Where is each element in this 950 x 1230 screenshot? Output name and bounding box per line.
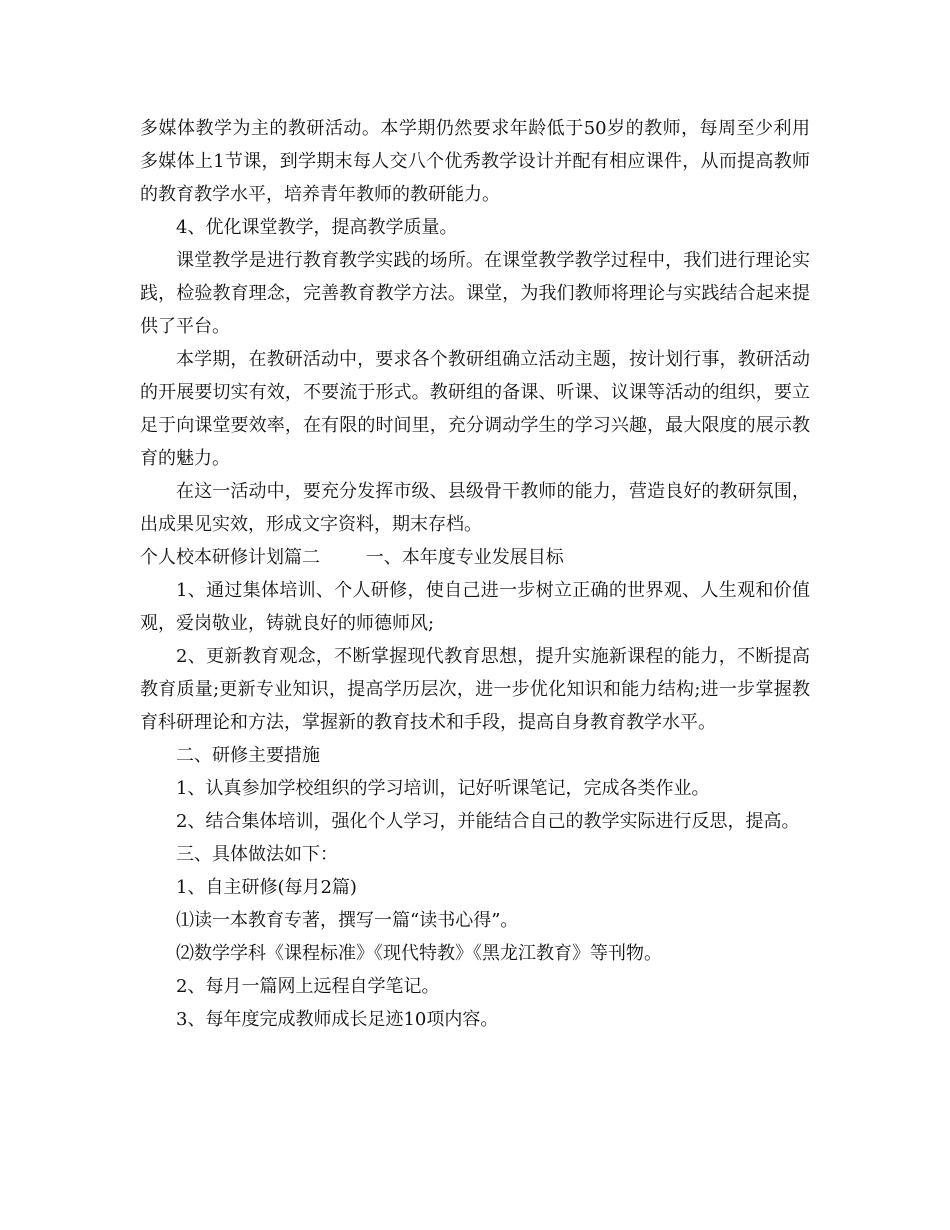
paragraph-11: 三、具体做法如下： [176,844,338,865]
section-title: 个人校本研修计划篇二 [140,547,320,568]
paragraph-14: ⑵数学学科《课程标准》《现代特教》《黑龙江教育》等刊物。 [176,943,662,964]
paragraph-2: 4、优化课堂教学，提高教学质量。 [176,217,458,238]
section-subtitle: 一、本年度专业发展目标 [365,547,564,568]
paragraph-5: 在这一活动中，要充分发挥市级、县级骨干教师的能力，营造良好的教研氛围，出成果见实效，形成文字资料，期末存档。 [140,481,810,535]
paragraph-3: 课堂教学是进行教育教学实践的场所。在课堂教学教学过程中，我们进行理论实践，检验教育理念，完善教育教学方法。课堂，为我们教师将理论与实践结合起来提供了平台。 [140,250,810,337]
paragraph-10: 2、结合集体培训，强化个人学习，并能结合自己的教学实际进行反思，提高。 [176,811,800,832]
section-heading [140,541,810,574]
paragraph-16: 3、每年度完成教师成长足迹10项内容。 [176,1009,499,1030]
paragraph-13: ⑴读一本教育专著，撰写一篇“读书心得”。 [176,910,519,931]
paragraph-9: 1、认真参加学校组织的学习培训，记好听课笔记，完成各类作业。 [176,778,710,799]
paragraph-6: 1、通过集体培训、个人研修，使自己进一步树立正确的世界观、人生观和价值观，爱岗敬业，铸就良好的师德师风; [140,580,810,634]
paragraph-15: 2、每月一篇网上远程自学笔记。 [176,976,440,997]
paragraph-12: 1、自主研修(每月2篇) [176,877,357,898]
paragraph-8: 二、研修主要措施 [176,745,320,766]
paragraph-1: 多媒体教学为主的教研活动。本学期仍然要求年龄低于50岁的教师，每周至少利用多媒体上1节课，到学期末每人交八个优秀教学设计并配有相应课件，从而提高教师的教育教学水平，培养青年教师的教研能力。 [140,118,810,205]
paragraph-4: 本学期，在教研活动中，要求各个教研组确立活动主题，按计划行事，教研活动的开展要切实有效，不要流于形式。教研组的备课、听课、议课等活动的组织，要立足于向课堂要效率，在有限的时间里，充分调动学生的学习兴趣，最大限度的展示教育的魅力。 [140,349,810,469]
document-body [140,112,810,1036]
paragraph-7: 2、更新教育观念，不断掌握现代教育思想，提升实施新课程的能力，不断提高教育质量;更新专业知识，提高学历层次，进一步优化知识和能力结构;进一步掌握教育科研理论和方法，掌握新的教育技术和手段，提高自身教育教学水平。 [140,646,810,733]
